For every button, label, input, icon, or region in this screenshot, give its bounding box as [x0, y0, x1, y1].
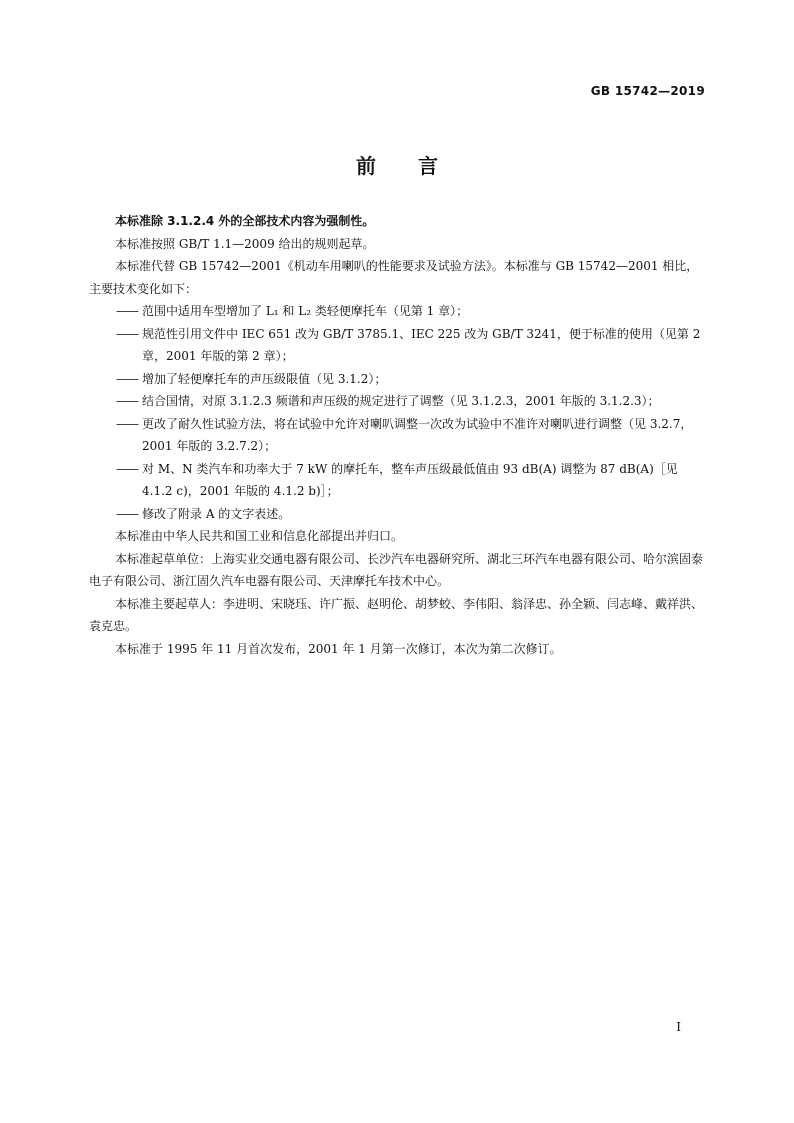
- dash-marker: ——: [116, 326, 138, 341]
- standard-code: GB 15742—2019: [590, 84, 705, 98]
- list-item-text: 结合国情，对原 3.1.2.3 频谱和声压级的规定进行了调整（见 3.1.2.3，2001 年版的 3.1.2.3）；: [142, 394, 660, 408]
- list-item: [89, 323, 705, 368]
- dash-marker: ——: [116, 304, 138, 318]
- drafting-rule-paragraph: 本标准按照 GB/T 1.1—2009 给出的规则起草。: [115, 236, 375, 251]
- page-title: 前言: [356, 154, 480, 178]
- list-item: [89, 458, 705, 503]
- dash-marker: ——: [116, 506, 138, 521]
- dash-marker: ——: [116, 371, 138, 386]
- list-item: [89, 300, 705, 323]
- list-item-text: 对 M、N 类汽车和功率大于 7 kW 的摩托车，整车声压级最低值由 93 dB(A) 调整为 87 dB(A)［见 4.1.2 c)，2001 年版的 4.1.2 b)］；: [142, 461, 678, 498]
- list-item: [89, 368, 705, 391]
- proposer-paragraph: 本标准由中华人民共和国工业和信息化部提出并归口。: [115, 529, 404, 543]
- list-item-text: 修改了附录 A 的文字表述。: [142, 506, 291, 521]
- list-item-text: 更改了耐久性试验方法，将在试验中允许对喇叭调整一次改为试验中不准许对喇叭进行调整（见 3.2.7，2001 年版的 3.2.7.2）；: [142, 416, 693, 453]
- list-item: [89, 503, 705, 526]
- dash-marker: ——: [116, 394, 138, 408]
- replacement-paragraph: 本标准代替 GB 15742—2001《机动车用喇叭的性能要求及试验方法》。本标准与 GB 15742—2001 相比，主要技术变化如下：: [89, 259, 699, 296]
- list-item-text: 规范性引用文件中 IEC 651 改为 GB/T 3785.1、IEC 225 改为 GB/T 3241，便于标准的使用（见第 2 章，2001 年版的第 2 章）；: [142, 326, 701, 363]
- list-item-text: 范围中适用车型增加了 L₁ 和 L₂ 类轻便摩托车（见第 1 章）；: [142, 304, 469, 318]
- drafters-paragraph: 本标准主要起草人：李进明、宋晓珏、许广振、赵明伦、胡梦蛟、李伟阳、翁泽忠、孙全颖、闫志峰、戴祥洪、袁克忠。: [89, 596, 704, 633]
- changes-list: [89, 300, 705, 525]
- list-item: [89, 390, 705, 413]
- dash-marker: ——: [116, 461, 138, 476]
- drafting-units-paragraph: 本标准起草单位：上海实业交通电器有限公司、长沙汽车电器研究所、湖北三环汽车电器有限公司、哈尔滨固泰电子有限公司、浙江固久汽车电器有限公司、天津摩托车技术中心。: [89, 551, 704, 588]
- dash-marker: ——: [116, 416, 138, 431]
- history-paragraph: 本标准于 1995 年 11 月首次发布，2001 年 1 月第一次修订，本次为第二次修订。: [115, 641, 562, 656]
- document-body: [89, 210, 705, 660]
- list-item: [89, 413, 705, 458]
- mandatory-statement: 本标准除 3.1.2.4 外的全部技术内容为强制性。: [115, 214, 375, 228]
- page-number: I: [676, 1020, 681, 1034]
- list-item-text: 增加了轻便摩托车的声压级限值（见 3.1.2）；: [142, 371, 387, 386]
